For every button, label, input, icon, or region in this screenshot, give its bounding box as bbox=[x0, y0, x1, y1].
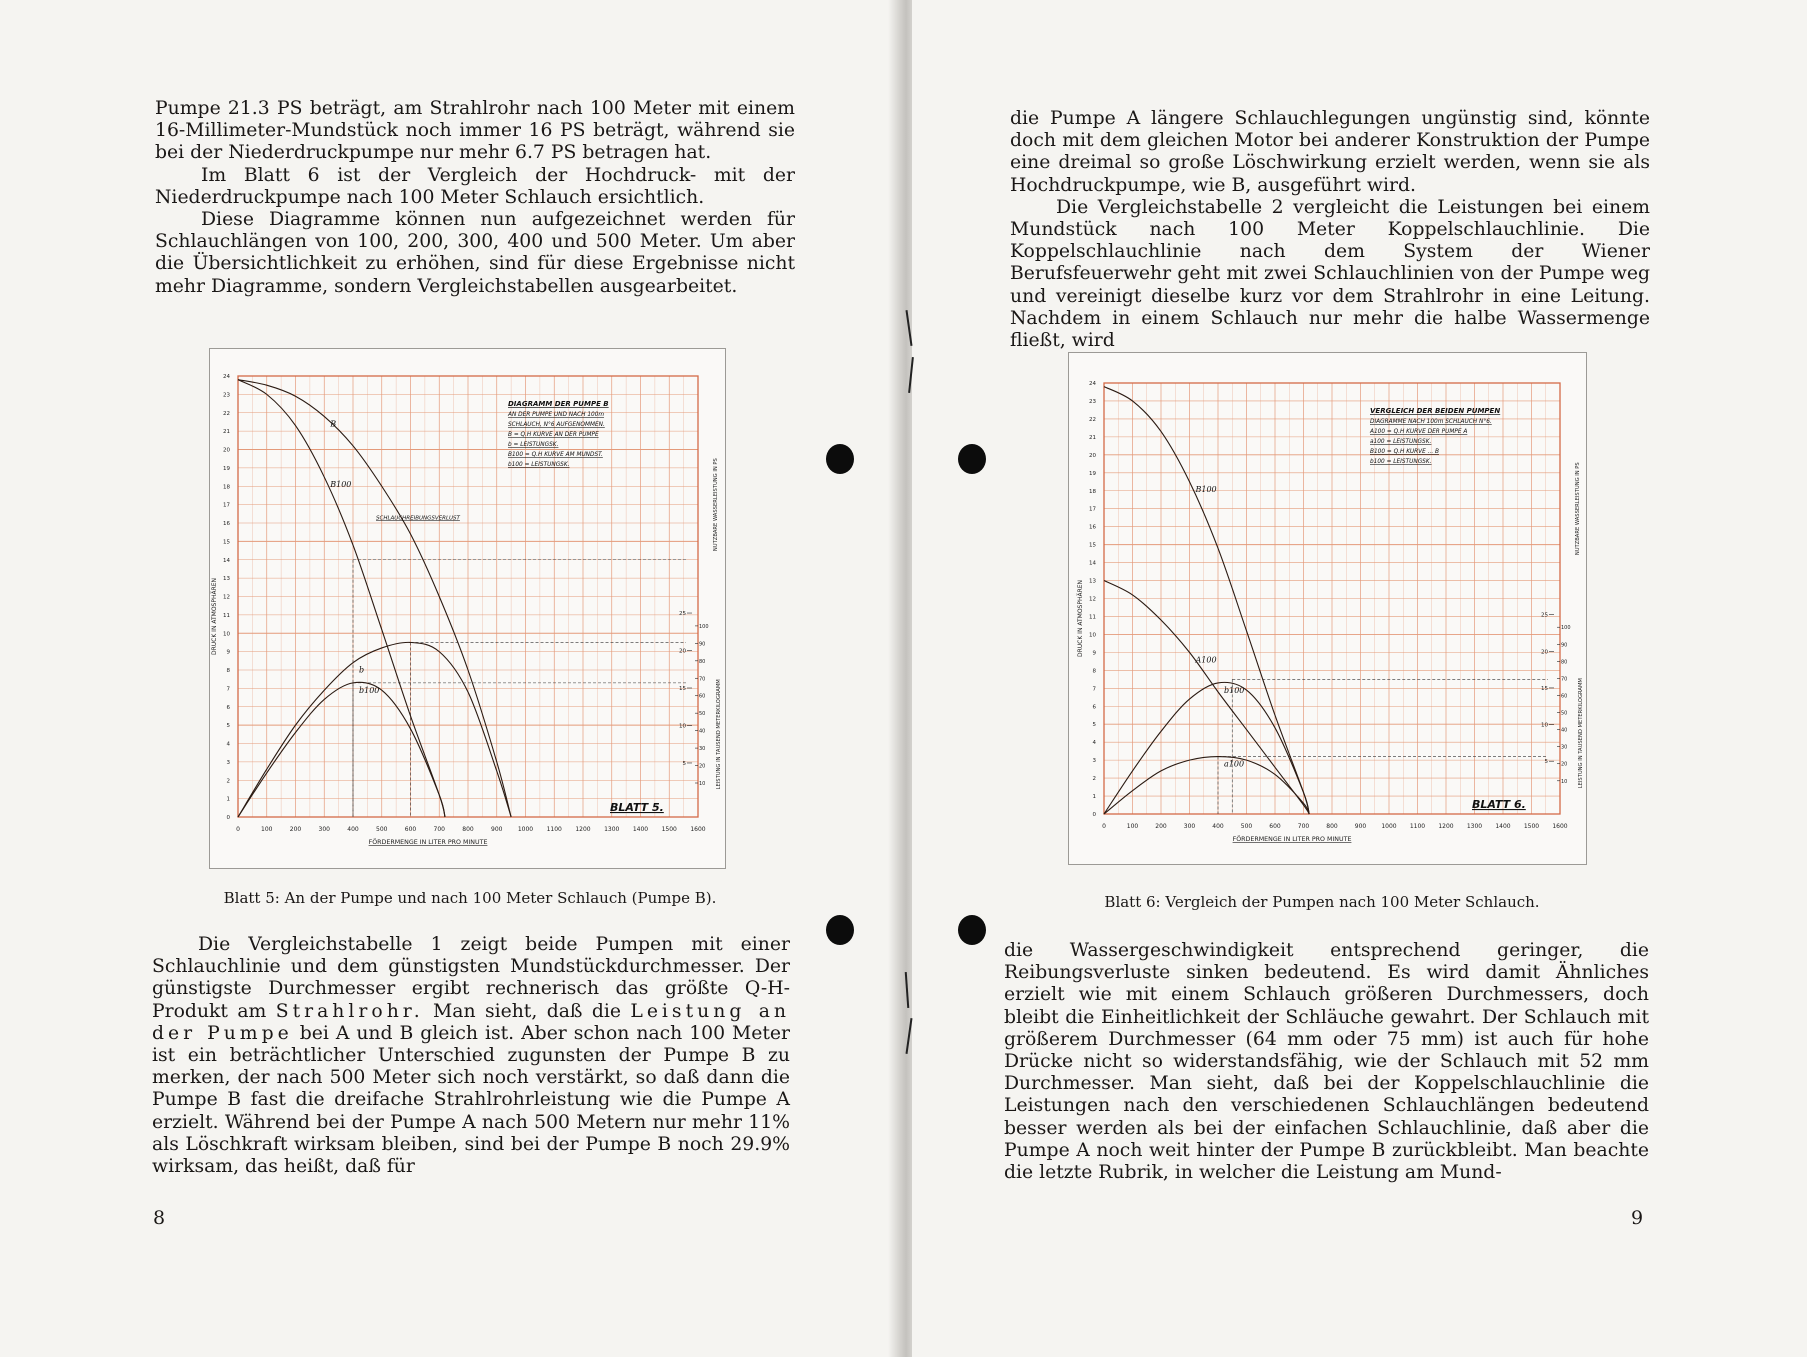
annotation-label: SCHLAUCHREIBUNGSVERLUST bbox=[376, 515, 460, 522]
y-tick-label: 4 bbox=[226, 741, 230, 748]
y-tick-label: 1 bbox=[226, 796, 230, 803]
page-number-left: 8 bbox=[153, 1207, 166, 1229]
mkg-tick-label: 80 bbox=[699, 658, 706, 665]
mkg-tick-label: 40 bbox=[1561, 727, 1568, 734]
y-tick-label: 14 bbox=[223, 557, 230, 564]
ps-tick-label: 15 bbox=[679, 686, 686, 693]
mkg-tick-label: 100 bbox=[1561, 625, 1571, 632]
x-axis-label: FÖRDERMENGE IN LITER PRO MINUTE bbox=[368, 839, 488, 846]
curve-label-b: b bbox=[359, 665, 365, 675]
mkg-tick-label: 90 bbox=[699, 641, 706, 648]
curve-b100 bbox=[1104, 682, 1309, 814]
left-top-text bbox=[155, 98, 795, 298]
right-top-text bbox=[1010, 108, 1650, 352]
left-para-4-spaced-1: Strahlrohr. bbox=[275, 1000, 424, 1022]
chart-blatt5-frame bbox=[209, 348, 726, 869]
ps-tick-label: 5 bbox=[682, 760, 686, 767]
y-tick-label: 5 bbox=[226, 723, 230, 730]
y-tick-label: 10 bbox=[1089, 632, 1096, 639]
x-tick-label: 1100 bbox=[1409, 823, 1426, 830]
curve-b100 bbox=[238, 380, 445, 817]
mkg-tick-label: 80 bbox=[1561, 659, 1568, 666]
y-tick-label: 15 bbox=[223, 539, 230, 546]
x-tick-label: 500 bbox=[376, 826, 388, 833]
left-para-4-part-2: Man sieht, daß die bbox=[423, 1000, 631, 1022]
legend-title: VERGLEICH DER BEIDEN PUMPEN bbox=[1370, 407, 1501, 415]
right-para-3: die Wassergeschwindigkeit entsprechend geringer, die Reibungsverluste sinken bedeutend. Es wird damit Ähnliches erzielt wie mit einem Schlauch größeren Durchmessers, doch bleibt die Einheitlichkeit der Schläuche gewahrt. Der Schlauch mit größerem Durchmesser (64 mm oder 75 mm) ist auch für hohe Drücke nicht so widerstandsfähig, wie der Schlauch mit 52 mm Durchmesser. Man sieht, daß bei der Koppelschlauchlinie die Leistungen nach den verschiedenen Schlauchlängen bedeutend besser werden als bei der einfachen Schlauchlinie, daß aber die Pumpe A noch weit hinter der Pumpe B zurückbleibt. Man beachte die letzte Rubrik, in welcher die Leistung am Mund- bbox=[1004, 940, 1649, 1184]
legend-line: AN DER PUMPE UND NACH 100m bbox=[508, 412, 605, 418]
y-tick-label: 5 bbox=[1092, 722, 1096, 729]
x-tick-label: 100 bbox=[261, 826, 273, 833]
y-tick-label: 23 bbox=[223, 392, 230, 399]
legend-line: a100 = LEISTUNGSK. bbox=[1370, 439, 1432, 445]
left-caption: Blatt 5: An der Pumpe und nach 100 Meter Schlauch (Pumpe B). bbox=[223, 889, 717, 907]
y-tick-label: 20 bbox=[1089, 452, 1096, 459]
left-bottom-text bbox=[152, 934, 790, 1178]
mkg-tick-label: 90 bbox=[1561, 642, 1568, 649]
mkg-tick-label: 70 bbox=[1561, 676, 1568, 683]
curve-b100 bbox=[238, 682, 445, 817]
y-tick-label: 18 bbox=[223, 484, 230, 491]
mkg-tick-label: 40 bbox=[699, 728, 706, 735]
ps-tick-label: 10 bbox=[1541, 722, 1548, 729]
y-tick-label: 23 bbox=[1089, 398, 1096, 405]
curve-b bbox=[238, 642, 511, 817]
x-tick-label: 1500 bbox=[661, 826, 677, 833]
x-axis-label: FÖRDERMENGE IN LITER PRO MINUTE bbox=[1232, 836, 1352, 843]
x-tick-label: 600 bbox=[1269, 823, 1281, 830]
y-tick-label: 11 bbox=[1089, 614, 1096, 621]
y-tick-label: 9 bbox=[226, 649, 230, 656]
legend-line: b100 = LEISTUNGSK. bbox=[1370, 459, 1432, 465]
curve-b100 bbox=[1104, 387, 1309, 814]
left-page bbox=[0, 0, 900, 1357]
y-tick-label: 9 bbox=[1092, 650, 1096, 657]
binding-hole-right-top bbox=[958, 444, 986, 474]
y-tick-label: 19 bbox=[223, 465, 230, 472]
legend-line: DIAGRAMME NACH 100m SCHLAUCH N°6. bbox=[1370, 419, 1492, 425]
y-axis-label: DRUCK IN ATMOSPHÄREN bbox=[1077, 579, 1084, 658]
x-tick-label: 1400 bbox=[632, 826, 649, 833]
left-para-3: Diese Diagramme können nun aufgezeichnet werden für Schlauchlängen von 100, 200, 300, 400 und 500 Meter. Um aber die Übersichtlichkeit zu erhöhen, sind für diese Ergebnisse nicht mehr Diagramme, sondern Vergleichstabellen ausgearbeitet. bbox=[155, 209, 795, 297]
mkg-tick-label: 10 bbox=[1561, 778, 1568, 785]
mkg-tick-label: 30 bbox=[1561, 744, 1568, 751]
x-tick-label: 0 bbox=[236, 826, 240, 833]
legend-line: B100 = Q.H KURVE AM MUNDST. bbox=[508, 452, 603, 458]
right-para-2: Die Vergleichstabelle 2 vergleicht die Leistungen bei einem Mundstück nach 100 Meter Koppelschlauchlinie. Die Koppelschlauchlinie nach dem System der Wiener Berufsfeuerwehr geht mit zwei Schlauchlinien von der Pumpe weg und vereinigt dieselbe kurz vor dem Strahlrohr in eine Leitung. Nachdem in einem Schlauch nur mehr die halbe Wassermenge fließt, wird bbox=[1010, 196, 1650, 352]
x-tick-label: 400 bbox=[1212, 823, 1224, 830]
ps-tick-label: 5 bbox=[1544, 759, 1548, 766]
y-tick-label: 11 bbox=[223, 612, 230, 619]
x-tick-label: 1500 bbox=[1523, 823, 1540, 830]
chart-blatt5 bbox=[210, 349, 727, 870]
right-caption: Blatt 6: Vergleich der Pumpen nach 100 Meter Schlauch. bbox=[1104, 893, 1540, 911]
right-bottom-text bbox=[1004, 940, 1649, 1184]
mkg-tick-label: 70 bbox=[699, 676, 706, 683]
y-tick-label: 18 bbox=[1089, 488, 1096, 495]
curve-label-b100: B100 bbox=[330, 480, 352, 490]
x-tick-label: 200 bbox=[1155, 823, 1167, 830]
ps-tick-label: 25 bbox=[679, 611, 686, 618]
curve-a100 bbox=[1104, 757, 1309, 814]
mkg-tick-label: 10 bbox=[699, 781, 706, 788]
binding-hole-left-top bbox=[826, 444, 854, 474]
x-tick-label: 1200 bbox=[575, 826, 591, 833]
y2-axis-label: NUTZBARE WASSERLEISTUNG IN PS bbox=[1575, 462, 1581, 556]
y-tick-label: 19 bbox=[1089, 470, 1096, 477]
y-tick-label: 1 bbox=[1092, 794, 1096, 801]
mkg-tick-label: 30 bbox=[699, 746, 706, 753]
legend-line: B = Q.H KURVE AN DER PUMPE bbox=[508, 432, 599, 438]
page-number-right: 9 bbox=[1631, 1207, 1644, 1229]
y-tick-label: 3 bbox=[226, 759, 230, 766]
ps-tick-label: 25 bbox=[1541, 612, 1548, 619]
ps-tick-label: 10 bbox=[679, 723, 686, 730]
y-tick-label: 7 bbox=[226, 686, 230, 693]
right-para-1: die Pumpe A längere Schlauchlegungen ungünstig sind, könnte doch mit dem gleichen Motor bei anderer Konstruktion der Pumpe eine dreimal so große Löschwirkung erzielt werden, wenn sie als Hochdruckpumpe, wie B, ausgeführt wird. bbox=[1010, 108, 1650, 196]
x-tick-label: 100 bbox=[1126, 823, 1139, 830]
x-tick-label: 1200 bbox=[1438, 823, 1454, 830]
y-tick-label: 2 bbox=[1092, 776, 1096, 783]
right-page bbox=[912, 0, 1807, 1357]
mkg-tick-label: 100 bbox=[699, 623, 709, 630]
x-tick-label: 900 bbox=[1354, 823, 1367, 830]
mkg-tick-label: 60 bbox=[1561, 693, 1568, 700]
y-tick-label: 15 bbox=[1089, 542, 1096, 549]
legend-line: B100 = Q.H KURVE ... B bbox=[1370, 449, 1439, 455]
y-tick-label: 3 bbox=[1092, 758, 1096, 765]
chart-blatt6-frame bbox=[1068, 352, 1587, 865]
left-para-2: Im Blatt 6 ist der Vergleich der Hochdruck- mit der Niederdruckpumpe nach 100 Meter Schlauch ersichtlich. bbox=[155, 164, 795, 208]
y-tick-label: 6 bbox=[226, 704, 230, 711]
y-tick-label: 12 bbox=[1089, 596, 1096, 603]
y-tick-label: 4 bbox=[1092, 740, 1096, 747]
mkg-tick-label: 50 bbox=[699, 711, 706, 718]
y-tick-label: 8 bbox=[226, 668, 230, 674]
curve-label-b100: b100 bbox=[359, 685, 380, 695]
legend-line: A100 = Q.H KURVE DER PUMPE A bbox=[1370, 429, 1468, 435]
x-tick-label: 400 bbox=[347, 826, 359, 833]
curve-a100 bbox=[1104, 581, 1309, 814]
left-para-4-part-1: Die Vergleichstabelle 1 zeigt beide Pumpen mit einer Schlauchlinie und dem günstigsten Mundstückdurchmesser. Der günstigste Durchmesser ergibt rechnerisch das größte Q-H-Produkt am bbox=[152, 934, 790, 1022]
y-tick-label: 8 bbox=[1092, 668, 1096, 675]
x-tick-label: 1600 bbox=[1552, 823, 1568, 830]
y-tick-label: 20 bbox=[223, 447, 230, 454]
y-tick-label: 24 bbox=[1089, 381, 1096, 387]
left-para-4 bbox=[152, 934, 790, 1178]
mkg-tick-label: 60 bbox=[699, 693, 706, 700]
curve-label-b: B bbox=[330, 419, 337, 429]
x-tick-label: 0 bbox=[1102, 823, 1106, 830]
curve-label-a100: a100 bbox=[1224, 759, 1245, 769]
x-tick-label: 700 bbox=[1297, 823, 1310, 830]
ps-tick-label: 20 bbox=[679, 648, 686, 655]
x-tick-label: 500 bbox=[1240, 823, 1253, 830]
x-tick-label: 900 bbox=[491, 826, 503, 833]
y3-axis-label: LEISTUNG IN TAUSEND METERKILOGRAMM bbox=[1578, 678, 1584, 789]
mkg-tick-label: 20 bbox=[699, 763, 706, 770]
y-tick-label: 16 bbox=[1089, 524, 1096, 531]
curve-label-a100: A100 bbox=[1195, 655, 1217, 665]
x-tick-label: 200 bbox=[289, 826, 302, 833]
y-tick-label: 21 bbox=[223, 429, 230, 436]
chart-blatt6 bbox=[1069, 353, 1588, 866]
x-tick-label: 1100 bbox=[546, 826, 562, 833]
ps-tick-label: 15 bbox=[1541, 685, 1548, 692]
y-tick-label: 7 bbox=[1092, 686, 1096, 693]
y-tick-label: 13 bbox=[1089, 578, 1096, 585]
mkg-tick-label: 20 bbox=[1561, 761, 1568, 768]
binding-hole-left-bottom bbox=[826, 915, 854, 945]
y-tick-label: 12 bbox=[223, 594, 230, 601]
x-tick-label: 800 bbox=[1326, 823, 1338, 830]
x-tick-label: 300 bbox=[1183, 823, 1196, 830]
x-tick-label: 1000 bbox=[517, 826, 534, 833]
legend-line: b = LEISTUNGSK. bbox=[508, 442, 559, 448]
ps-tick-label: 20 bbox=[1541, 649, 1548, 656]
binding-hole-right-bottom bbox=[958, 915, 986, 945]
curve-label-b100: B100 bbox=[1195, 484, 1217, 494]
x-tick-label: 300 bbox=[318, 826, 330, 833]
mkg-tick-label: 50 bbox=[1561, 710, 1568, 717]
y-tick-label: 22 bbox=[223, 410, 230, 417]
x-tick-label: 1300 bbox=[604, 826, 620, 833]
sheet-label: BLATT 5. bbox=[610, 801, 664, 814]
x-tick-label: 1300 bbox=[1466, 823, 1483, 830]
y-tick-label: 17 bbox=[223, 502, 230, 509]
left-para-4-part-3: bei A und B gleich ist. Aber schon nach 100 Meter ist ein beträchtlicher Unterschied zugunsten der Pumpe B zu merken, der nach 500 Meter sich noch verstärkt, so daß dann die Pumpe B fast die dreifache Strahlrohrleistung wie die Pumpe A erzielt. Während bei der Pumpe A nach 500 Metern nur mehr 11% als Löschkraft wirksam bleiben, sind bei der Pumpe B noch 29.9% wirksam, das heißt, daß für bbox=[152, 1022, 791, 1178]
legend-line: SCHLAUCH, N°6 AUFGENOMMEN. bbox=[508, 422, 605, 428]
y-tick-label: 13 bbox=[223, 576, 230, 583]
curve-label-b100: b100 bbox=[1224, 685, 1245, 695]
y-tick-label: 14 bbox=[1089, 560, 1096, 567]
legend-line: b100 = LEISTUNGSK. bbox=[508, 462, 570, 468]
y-tick-label: 0 bbox=[226, 815, 230, 821]
y-tick-label: 16 bbox=[223, 521, 230, 527]
x-tick-label: 1400 bbox=[1495, 823, 1511, 830]
y-tick-label: 2 bbox=[226, 778, 230, 785]
y-tick-label: 6 bbox=[1092, 704, 1096, 711]
curve-b bbox=[238, 380, 511, 817]
y2-axis-label: NUTZBARE WASSERLEISTUNG IN PS bbox=[713, 458, 719, 552]
y-tick-label: 10 bbox=[223, 631, 230, 638]
x-tick-label: 600 bbox=[404, 826, 417, 833]
y-tick-label: 21 bbox=[1089, 434, 1096, 441]
left-para-1: Pumpe 21.3 PS beträgt, am Strahlrohr nach 100 Meter mit einem 16-Millimeter-Mundstück noch immer 16 PS beträgt, während sie bei der Niederdruckpumpe nur mehr 6.7 PS betragen hat. bbox=[155, 98, 795, 164]
x-tick-label: 1000 bbox=[1381, 823, 1397, 830]
y-tick-label: 24 bbox=[223, 374, 230, 380]
legend-title: DIAGRAMM DER PUMPE B bbox=[508, 400, 609, 408]
y-tick-label: 17 bbox=[1089, 506, 1096, 513]
x-tick-label: 800 bbox=[462, 826, 474, 833]
y-axis-label: DRUCK IN ATMOSPHÄREN bbox=[211, 577, 218, 656]
x-tick-label: 1600 bbox=[690, 826, 706, 833]
y3-axis-label: LEISTUNG IN TAUSEND METERKILOGRAMM bbox=[716, 679, 722, 790]
sheet-label: BLATT 6. bbox=[1472, 798, 1526, 811]
y-tick-label: 22 bbox=[1089, 416, 1096, 423]
y-tick-label: 0 bbox=[1092, 812, 1096, 818]
x-tick-label: 700 bbox=[433, 826, 445, 833]
left-para-4-spaced-2: Leistung an der Pumpe bbox=[152, 1000, 790, 1044]
